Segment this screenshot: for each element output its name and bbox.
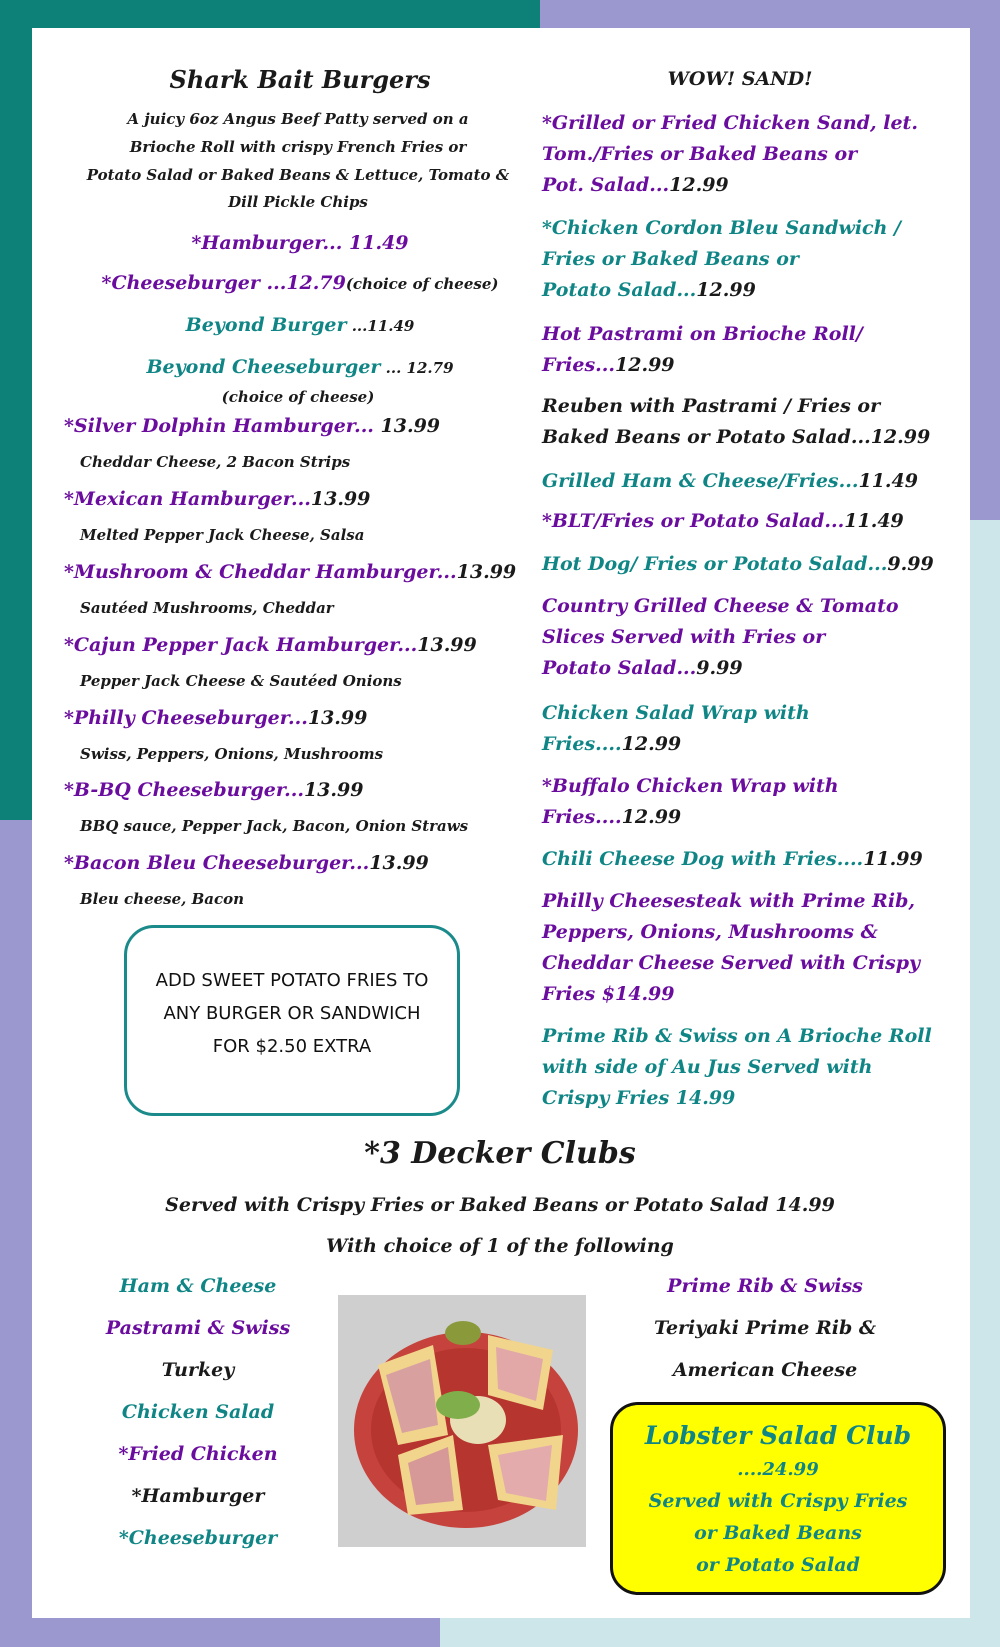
lobster-salad-club-box <box>610 1402 946 1595</box>
addon-line: ANY BURGER OR SANDWICH <box>163 1003 421 1024</box>
burger-name: *Bacon Bleu Cheeseburger... <box>64 852 370 874</box>
sandwich-item-name: Hot Dog/ Fries or Potato Salad... <box>542 553 888 575</box>
burger-item-desc: Melted Pepper Jack Cheese, Salsa <box>80 526 365 544</box>
sandwich-item-price: 12.99 <box>621 733 682 755</box>
sandwich-plate-illustration <box>338 1295 586 1547</box>
burger-item-name <box>64 852 429 874</box>
burger-item-name <box>64 779 363 801</box>
sandwich-item-last <box>542 470 918 492</box>
sandwich-item-line: Peppers, Onions, Mushrooms & <box>542 921 878 943</box>
sandwich-item-line: *Chicken Cordon Bleu Sandwich / <box>542 217 901 239</box>
sandwich-item-line: Chicken Salad Wrap with <box>542 702 810 724</box>
sandwich-item-line: Fries or Baked Beans or <box>542 248 799 270</box>
sandwich-item-line: Tom./Fries or Baked Beans or <box>542 143 858 165</box>
burger-name: *Silver Dolphin Hamburger... <box>64 415 374 437</box>
burger-name: *Philly Cheeseburger... <box>64 707 308 729</box>
sandwich-item-line: *Buffalo Chicken Wrap with <box>542 775 839 797</box>
sandwich-item-last <box>542 426 930 448</box>
cheeseburger-name: *Cheeseburger ...12.79 <box>101 272 346 294</box>
sandwich-item-price: 11.99 <box>863 848 923 870</box>
clubs-title: *3 Decker Clubs <box>364 1136 636 1171</box>
sandwich-item-price: 12.99 <box>669 174 729 196</box>
beyond-cheeseburger-name: Beyond Cheeseburger <box>146 356 381 378</box>
burger-item-desc: BBQ sauce, Pepper Jack, Bacon, Onion Straws <box>80 817 469 835</box>
sandwich-item-line: Reuben with Pastrami / Fries or <box>542 395 881 417</box>
sandwich-item-price: 12.99 <box>621 806 682 828</box>
lobster-line: or Potato Salad <box>696 1554 860 1576</box>
cheeseburger-note: (choice of cheese) <box>345 275 499 293</box>
hamburger-item: *Hamburger... 11.49 <box>191 232 409 254</box>
sandwich-item-last <box>542 983 675 1005</box>
beyond-note: (choice of cheese) <box>221 388 375 406</box>
sandwich-item-line: Philly Cheesesteak with Prime Rib, <box>542 890 915 912</box>
burger-item-name <box>64 707 367 729</box>
burger-item-name <box>64 634 477 656</box>
burger-item-desc: Sautéed Mushrooms, Cheddar <box>80 599 334 617</box>
club-option: Prime Rib & Swiss <box>667 1275 863 1297</box>
burger-item-desc: Cheddar Cheese, 2 Bacon Strips <box>80 453 351 471</box>
sandwich-item-price: 11.49 <box>844 510 904 532</box>
sandwich-item-name: Grilled Ham & Cheese/Fries... <box>542 470 859 492</box>
beyond-cheeseburger-price: ... 12.79 <box>380 359 454 377</box>
burgers-intro-line: Dill Pickle Chips <box>228 193 368 211</box>
sandwich-item-name: *BLT/Fries or Potato Salad... <box>542 510 845 532</box>
sandwich-item-price: 12.99 <box>696 279 756 301</box>
sandwich-item-name: Chili Cheese Dog with Fries.... <box>542 848 864 870</box>
club-option: Teriyaki Prime Rib & <box>653 1317 877 1339</box>
club-option: Turkey <box>161 1359 235 1381</box>
club-option: *Fried Chicken <box>118 1443 278 1465</box>
burger-price: 13.99 <box>373 415 441 437</box>
burger-item-desc: Bleu cheese, Bacon <box>80 890 245 908</box>
sandwich-item-price: 9.99 <box>696 657 743 679</box>
club-option: *Hamburger <box>131 1485 265 1507</box>
sandwich-item-last <box>542 510 904 532</box>
sandwich-item-price: 9.99 <box>887 553 934 575</box>
sandwich-item-line: Prime Rib & Swiss on A Brioche Roll <box>542 1025 932 1047</box>
burger-price: 13.99 <box>417 634 477 656</box>
cheeseburger-item <box>102 272 499 294</box>
club-sandwich-photo <box>338 1295 586 1547</box>
beyond-burger-name: Beyond Burger <box>185 314 347 336</box>
burger-name: *Cajun Pepper Jack Hamburger... <box>64 634 418 656</box>
burger-item-desc: Pepper Jack Cheese & Sautéed Onions <box>80 672 402 690</box>
sandwich-item-last <box>542 354 675 376</box>
sandwich-item-name: Pot. Salad... <box>542 174 670 196</box>
lobster-title: Lobster Salad Club <box>644 1421 912 1450</box>
sandwich-item-price: 12.99 <box>615 354 675 376</box>
beyond-cheeseburger-item <box>146 356 453 378</box>
clubs-line1: Served with Crispy Fries or Baked Beans or Potato Salad 14.99 <box>165 1194 835 1216</box>
club-option: Ham & Cheese <box>119 1275 277 1297</box>
sandwich-item-line: *Grilled or Fried Chicken Sand, let. <box>542 112 918 134</box>
sandwich-item-last <box>542 174 729 196</box>
sandwich-item-line: with side of Au Jus Served with <box>542 1056 873 1078</box>
club-option: Pastrami & Swiss <box>105 1317 291 1339</box>
sandwich-item-line: Hot Pastrami on Brioche Roll/ <box>542 323 863 345</box>
burger-name: *B-BQ Cheeseburger... <box>64 779 304 801</box>
sandwich-item-last <box>542 279 756 301</box>
sandwich-item-name: Fries.... <box>542 733 622 755</box>
sandwich-item-name: Potato Salad... <box>542 279 697 301</box>
sandwich-item-last <box>542 848 923 870</box>
club-option: Chicken Salad <box>121 1401 275 1423</box>
lobster-price: ....24.99 <box>737 1459 819 1480</box>
lobster-line: or Baked Beans <box>694 1522 862 1544</box>
burgers-title: Shark Bait Burgers <box>169 65 431 94</box>
club-option: *Cheeseburger <box>118 1527 278 1549</box>
sandwich-item-last <box>542 1087 735 1109</box>
sandwich-item-name: Fries.... <box>542 806 622 828</box>
burger-price: 13.99 <box>303 779 364 801</box>
sandwich-item-name: Fries... <box>542 354 616 376</box>
sweet-potato-fries-box <box>124 925 460 1116</box>
burger-item-desc: Swiss, Peppers, Onions, Mushrooms <box>80 745 384 763</box>
sandwich-item-name: Crispy Fries 14.99 <box>542 1087 736 1109</box>
sandwich-item-name: Baked Beans or Potato Salad... <box>542 426 871 448</box>
lobster-line: Served with Crispy Fries <box>648 1490 908 1512</box>
burgers-intro-line: Brioche Roll with crispy French Fries or <box>129 138 467 156</box>
burger-name: *Mexican Hamburger... <box>64 488 311 510</box>
burger-price: 13.99 <box>456 561 517 583</box>
burgers-intro-line: Potato Salad or Baked Beans & Lettuce, Tomato & <box>86 166 510 184</box>
sandwich-item-last <box>542 806 681 828</box>
sandwich-item-last <box>542 657 743 679</box>
sandwich-item-name: Fries $14.99 <box>542 983 675 1005</box>
burger-item-name <box>64 561 516 583</box>
frame-teal-strip <box>0 0 500 18</box>
sandwich-item-line: Slices Served with Fries or <box>542 626 826 648</box>
beyond-burger-item <box>186 314 415 336</box>
burger-item-name <box>64 415 440 437</box>
burger-price: 13.99 <box>369 852 429 874</box>
clubs-line2: With choice of 1 of the following <box>326 1235 674 1257</box>
sandwich-title: WOW! SAND! <box>667 68 813 90</box>
addon-line: ADD SWEET POTATO FRIES TO <box>155 970 429 991</box>
burger-price: 13.99 <box>307 707 368 729</box>
sandwich-item-line: Country Grilled Cheese & Tomato <box>542 595 899 617</box>
addon-line: FOR $2.50 EXTRA <box>212 1036 372 1057</box>
burger-price: 13.99 <box>310 488 371 510</box>
sandwich-item-last <box>542 553 934 575</box>
burgers-intro-line: A juicy 6oz Angus Beef Patty served on a <box>127 110 469 128</box>
club-option: American Cheese <box>672 1359 858 1381</box>
burger-name: *Mushroom & Cheddar Hamburger... <box>64 561 457 583</box>
sandwich-item-price: 11.49 <box>858 470 918 492</box>
burger-item-name <box>64 488 370 510</box>
beyond-burger-price: ...11.49 <box>346 317 415 335</box>
sandwich-item-last <box>542 733 681 755</box>
sandwich-item-name: Potato Salad... <box>542 657 697 679</box>
sandwich-item-line: Cheddar Cheese Served with Crispy <box>542 952 921 974</box>
sandwich-item-price: 12.99 <box>870 426 931 448</box>
